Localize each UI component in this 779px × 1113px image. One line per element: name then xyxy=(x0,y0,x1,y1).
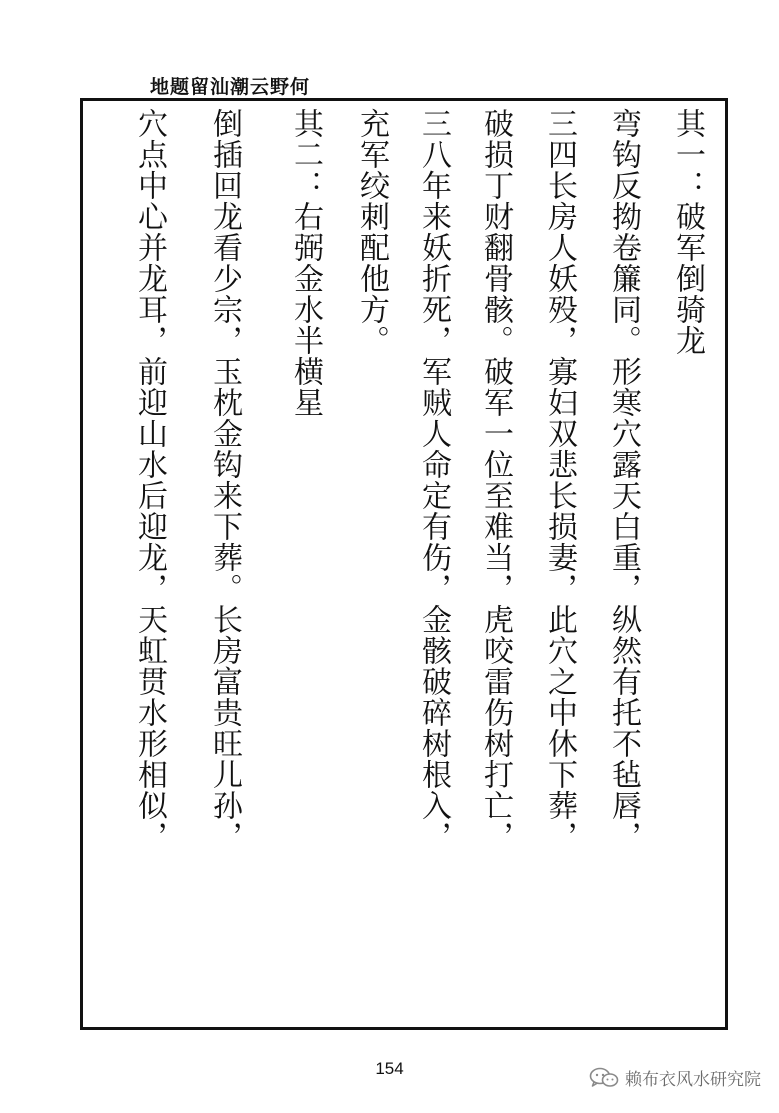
verse-column-3: 三四长房人妖殁，寡妇双悲长损妻，此穴之中休下葬， xyxy=(542,108,577,852)
verse-column-5: 三八年来妖折死，军贼人命定有伤，金骸破碎树根入， xyxy=(416,108,451,852)
wechat-icon xyxy=(589,1067,619,1089)
page-number: 154 xyxy=(375,1059,404,1078)
verse-column-6: 充军绞刺配他方。 xyxy=(354,108,389,356)
watermark-text: 赖布衣风水研究院 xyxy=(625,1070,761,1090)
watermark xyxy=(589,1065,761,1090)
page-header-title: 地题留汕潮云野何 xyxy=(150,76,311,98)
verse-column-8: 倒插回龙看少宗，玉枕金钩来下葬。长房富贵旺儿孙， xyxy=(207,108,242,852)
verse-column-2: 弯钩反拗卷簾同。形寒穴露天白重，纵然有托不毡唇， xyxy=(606,108,641,852)
verse-column-7: 其二：右弼金水半横星 xyxy=(288,108,323,418)
verse-column-9: 穴点中心并龙耳，前迎山水后迎龙，天虹贯水形相似， xyxy=(132,108,167,852)
verse-column-4: 破损丁财翻骨骸。破军一位至难当，虎咬雷伤树打亡， xyxy=(478,108,513,852)
verse-column-1: 其一：破军倒骑龙 xyxy=(670,108,705,356)
